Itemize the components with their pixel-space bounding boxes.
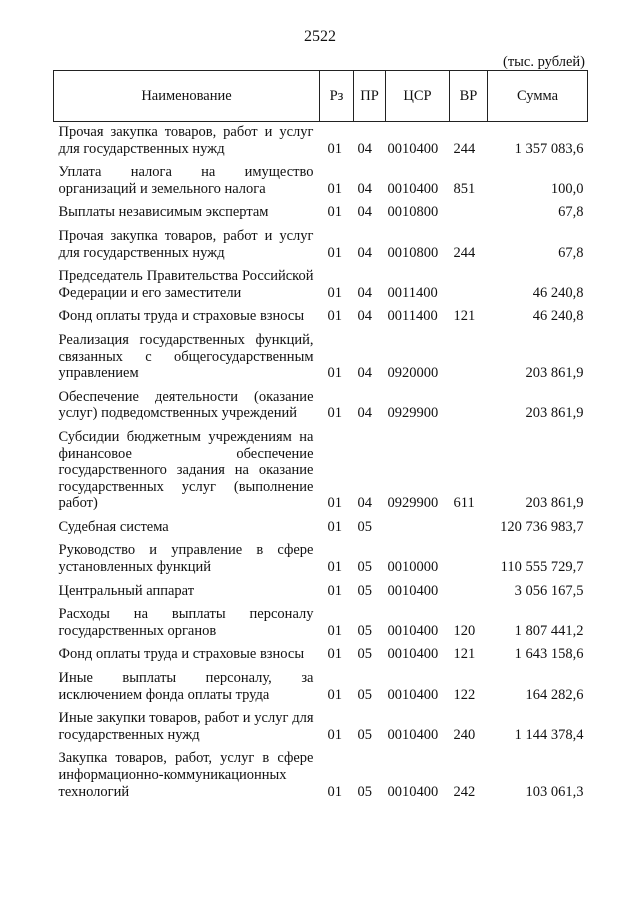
header-sum: Сумма	[488, 71, 588, 122]
row-vr: 851	[453, 180, 476, 197]
row-sum: 67,8	[558, 204, 584, 221]
table-row	[54, 382, 588, 422]
row-rz: 01	[327, 726, 342, 743]
row-rz: 01	[327, 405, 342, 422]
row-sum: 203 861,9	[525, 365, 584, 382]
row-name: Расходы на выплаты персоналу государственных органов	[58, 606, 314, 639]
table-row	[54, 197, 588, 221]
row-rz: 01	[327, 622, 342, 639]
row-csr: 0010400	[387, 180, 439, 197]
row-sum: 1 357 083,6	[514, 140, 584, 157]
row-csr: 0010000	[387, 559, 439, 576]
row-pr: 05	[357, 646, 372, 663]
row-rz: 01	[327, 646, 342, 663]
table-row	[54, 512, 588, 536]
row-name: Судебная система	[58, 518, 169, 535]
row-name: Фонд оплаты труда и страховые взносы	[58, 308, 305, 325]
table-header-row	[54, 71, 588, 122]
row-csr: 0010400	[387, 686, 439, 703]
row-pr: 04	[357, 180, 372, 197]
row-vr	[450, 382, 488, 422]
row-name: Фонд оплаты труда и страховые взносы	[58, 646, 305, 663]
table-row	[54, 221, 588, 261]
row-vr: 121	[453, 308, 476, 325]
table-row	[54, 703, 588, 743]
row-sum: 110 555 729,7	[500, 559, 584, 576]
row-pr: 05	[357, 783, 372, 800]
row-name: Прочая закупка товаров, работ и услуг для государственных нужд	[58, 227, 314, 261]
row-rz: 01	[327, 180, 342, 197]
row-name: Закупка товаров, работ, услуг в сфере информационно-коммуникационных технологий	[58, 750, 314, 800]
row-pr: 04	[357, 365, 372, 382]
row-vr	[450, 197, 488, 221]
table-row	[54, 599, 588, 639]
row-sum: 1 807 441,2	[514, 622, 584, 639]
row-sum: 100,0	[550, 180, 584, 197]
table-row	[54, 301, 588, 325]
table-row	[54, 261, 588, 301]
row-sum: 1 144 378,4	[514, 726, 584, 743]
row-sum: 164 282,6	[525, 686, 584, 703]
row-rz: 01	[327, 495, 342, 512]
row-vr: 611	[453, 495, 475, 512]
header-rz: Рз	[320, 71, 354, 122]
row-pr: 05	[357, 559, 372, 576]
row-csr: 0010800	[387, 204, 439, 221]
budget-table	[53, 70, 588, 800]
table-row	[54, 422, 588, 512]
row-sum: 203 861,9	[525, 495, 584, 512]
row-pr: 04	[357, 140, 372, 157]
units-note: (тыс. рублей)	[503, 54, 585, 70]
row-pr: 04	[357, 284, 372, 301]
table-row	[54, 325, 588, 382]
header-pr: ПР	[354, 71, 386, 122]
row-name: Иные выплаты персоналу, за исключением фонда оплаты труда	[58, 670, 314, 703]
row-vr: 244	[453, 140, 476, 157]
row-csr: 0929900	[387, 495, 439, 512]
row-csr: 0011400	[387, 308, 438, 325]
row-csr: 0010800	[387, 244, 439, 261]
row-name: Уплата налога на имущество организаций и земельного налога	[58, 164, 314, 197]
row-csr: 0010400	[387, 726, 439, 743]
row-rz: 01	[327, 559, 342, 576]
row-sum: 1 643 158,6	[514, 646, 584, 663]
row-csr: 0011400	[387, 284, 438, 301]
row-csr	[386, 512, 450, 536]
row-rz: 01	[327, 284, 342, 301]
row-csr: 0010400	[387, 646, 439, 663]
row-pr: 04	[357, 244, 372, 261]
row-pr: 05	[357, 726, 372, 743]
row-sum: 46 240,8	[532, 308, 584, 325]
row-pr: 05	[357, 518, 372, 535]
row-vr	[450, 325, 488, 382]
row-pr: 05	[357, 686, 372, 703]
row-name: Председатель Правительства Российской Федерации и его заместители	[58, 268, 314, 301]
table-row	[54, 157, 588, 197]
row-vr	[450, 576, 488, 600]
row-rz: 01	[327, 308, 342, 325]
table-row	[54, 535, 588, 575]
row-pr: 04	[357, 204, 372, 221]
row-rz: 01	[327, 140, 342, 157]
row-name: Обеспечение деятельности (оказание услуг) подведомственных учреждений	[58, 388, 314, 422]
row-name: Субсидии бюджетным учреждениям на финансовое обеспечение государственного задания на оказание государственных услуг (выполнение работ)	[58, 428, 314, 512]
row-vr: 121	[453, 646, 476, 663]
row-pr: 05	[357, 622, 372, 639]
header-vr: ВР	[450, 71, 488, 122]
row-vr: 244	[453, 244, 476, 261]
row-sum: 120 736 983,7	[500, 518, 584, 535]
row-rz: 01	[327, 518, 342, 535]
table-row	[54, 743, 588, 800]
row-sum: 46 240,8	[532, 284, 584, 301]
row-csr: 0010400	[387, 582, 439, 599]
row-vr: 122	[453, 686, 476, 703]
row-name: Прочая закупка товаров, работ и услуг для государственных нужд	[58, 124, 314, 157]
row-rz: 01	[327, 365, 342, 382]
row-pr: 04	[357, 308, 372, 325]
row-csr: 0920000	[387, 365, 439, 382]
table-row	[54, 122, 588, 158]
row-rz: 01	[327, 582, 342, 599]
row-pr: 05	[357, 582, 372, 599]
header-csr: ЦСР	[386, 71, 450, 122]
row-csr: 0010400	[387, 622, 439, 639]
row-csr: 0929900	[387, 405, 439, 422]
row-sum: 203 861,9	[525, 405, 584, 422]
row-sum: 3 056 167,5	[514, 582, 584, 599]
row-name: Иные закупки товаров, работ и услуг для государственных нужд	[58, 710, 314, 743]
row-pr: 04	[357, 495, 372, 512]
row-rz: 01	[327, 204, 342, 221]
row-rz: 01	[327, 244, 342, 261]
row-vr	[450, 512, 488, 536]
row-vr: 240	[453, 726, 476, 743]
row-name: Центральный аппарат	[58, 582, 195, 599]
row-rz: 01	[327, 686, 342, 703]
row-name: Реализация государственных функций, связанных с общегосударственным управлением	[58, 331, 314, 382]
row-name: Выплаты независимым экспертам	[58, 204, 269, 221]
row-sum: 67,8	[558, 244, 584, 261]
page-number: 2522	[304, 28, 336, 45]
row-vr	[450, 261, 488, 301]
row-rz: 01	[327, 783, 342, 800]
row-csr: 0010400	[387, 140, 439, 157]
header-name: Наименование	[54, 71, 320, 122]
row-sum: 103 061,3	[525, 783, 584, 800]
table-body	[54, 122, 588, 801]
row-pr: 04	[357, 405, 372, 422]
row-vr: 242	[453, 783, 476, 800]
row-csr: 0010400	[387, 783, 439, 800]
row-vr	[450, 535, 488, 575]
table-row	[54, 663, 588, 703]
row-name: Руководство и управление в сфере установленных функций	[58, 542, 314, 576]
table-row	[54, 576, 588, 600]
table-row	[54, 639, 588, 663]
row-vr: 120	[453, 622, 476, 639]
